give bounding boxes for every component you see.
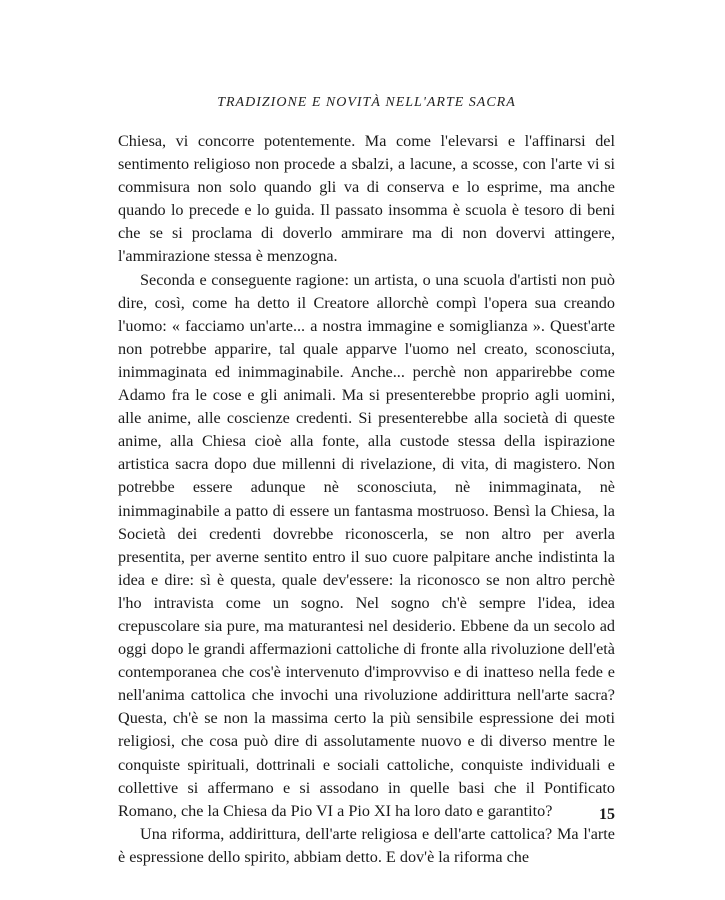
page-number: 15 (599, 806, 615, 823)
paragraph: Una riforma, addirittura, dell'arte religiosa e dell'arte cattolica? Ma l'arte è espressione dello spirito, abbiam detto. E dov'è la riforma che (118, 824, 615, 866)
paragraph: Seconda e conseguente ragione: un artista, o una scuola d'artisti non può dire, così, come ha detto il Creatore allorchè compì l'opera sua creando l'uomo: « facciamo un'arte... a nostra immagine e somiglianza ». Quest'arte non potrebbe apparire, tal quale apparve l'uomo nel creato, sconosciuta, inimmaginata ed inimmaginabile. Anche... perchè non apparirebbe come Adamo fra le cose e gli animali. Ma si presenterebbe proprio agli uomini, alle anime, alle coscienze credenti. Si presenterebbe alla società di queste anime, alla Chiesa cioè alla fonte, alla custode stessa della ispirazione artistica sacra dopo due millenni di rivelazione, di vita, di magistero. Non potrebbe essere adunque nè sconosciuta, nè inimmaginata, nè inimmaginabile a patto di essere un fantasma mostruoso. Bensì la Chiesa, la Società dei credenti dovrebbe riconoscerla, se non altro per averla presentita, per averne sentito entro il suo cuore palpitare anche indistinta la idea e dire: sì è questa, quale dev'essere: la riconosco se non altro perchè l'ho intravista come un sogno. Nel sogno ch'è sempre l'idea, idea crepuscolare sia pure, ma maturantesi nel desiderio. Ebbene da un secolo ad oggi dopo le grandi affermazioni cattoliche di fronte alla rivoluzione dell'età contemporanea che cos'è intervenuto d'improvviso e di inatteso nella fede e nell'anima cattolica che invochi una rivoluzione addirittura nell'arte sacra? Questa, ch'è se non la massima certo la più sensibile espressione dei moti religiosi, che cosa può dire di assolutamente nuovo e di diverso mentre le conquiste spirituali, dottrinali e sociali cattoliche, conquiste individuali e collettive si affermano e si assodano in quelle basi che il Pontificato Romano, che la Chiesa da Pio VI a Pio XI ha loro dato e garantito? (118, 270, 615, 820)
paragraph-continued: Chiesa, vi concorre potentemente. Ma come l'elevarsi e l'affinarsi del sentimento religioso non procede a sbalzi, a lacune, a scosse, con l'arte vi si commisura non solo quando gli va di conserva e lo esprime, ma anche quando lo precede e lo guida. Il passato insomma è scuola è tesoro di beni che se si proclama di doverlo ammirare ma di non dovervi attingere, l'ammirazione stessa è menzogna. (118, 132, 615, 266)
running-header: TRADIZIONE E NOVITÀ NELL'ARTE SACRA (217, 95, 516, 110)
body-text (118, 130, 615, 869)
